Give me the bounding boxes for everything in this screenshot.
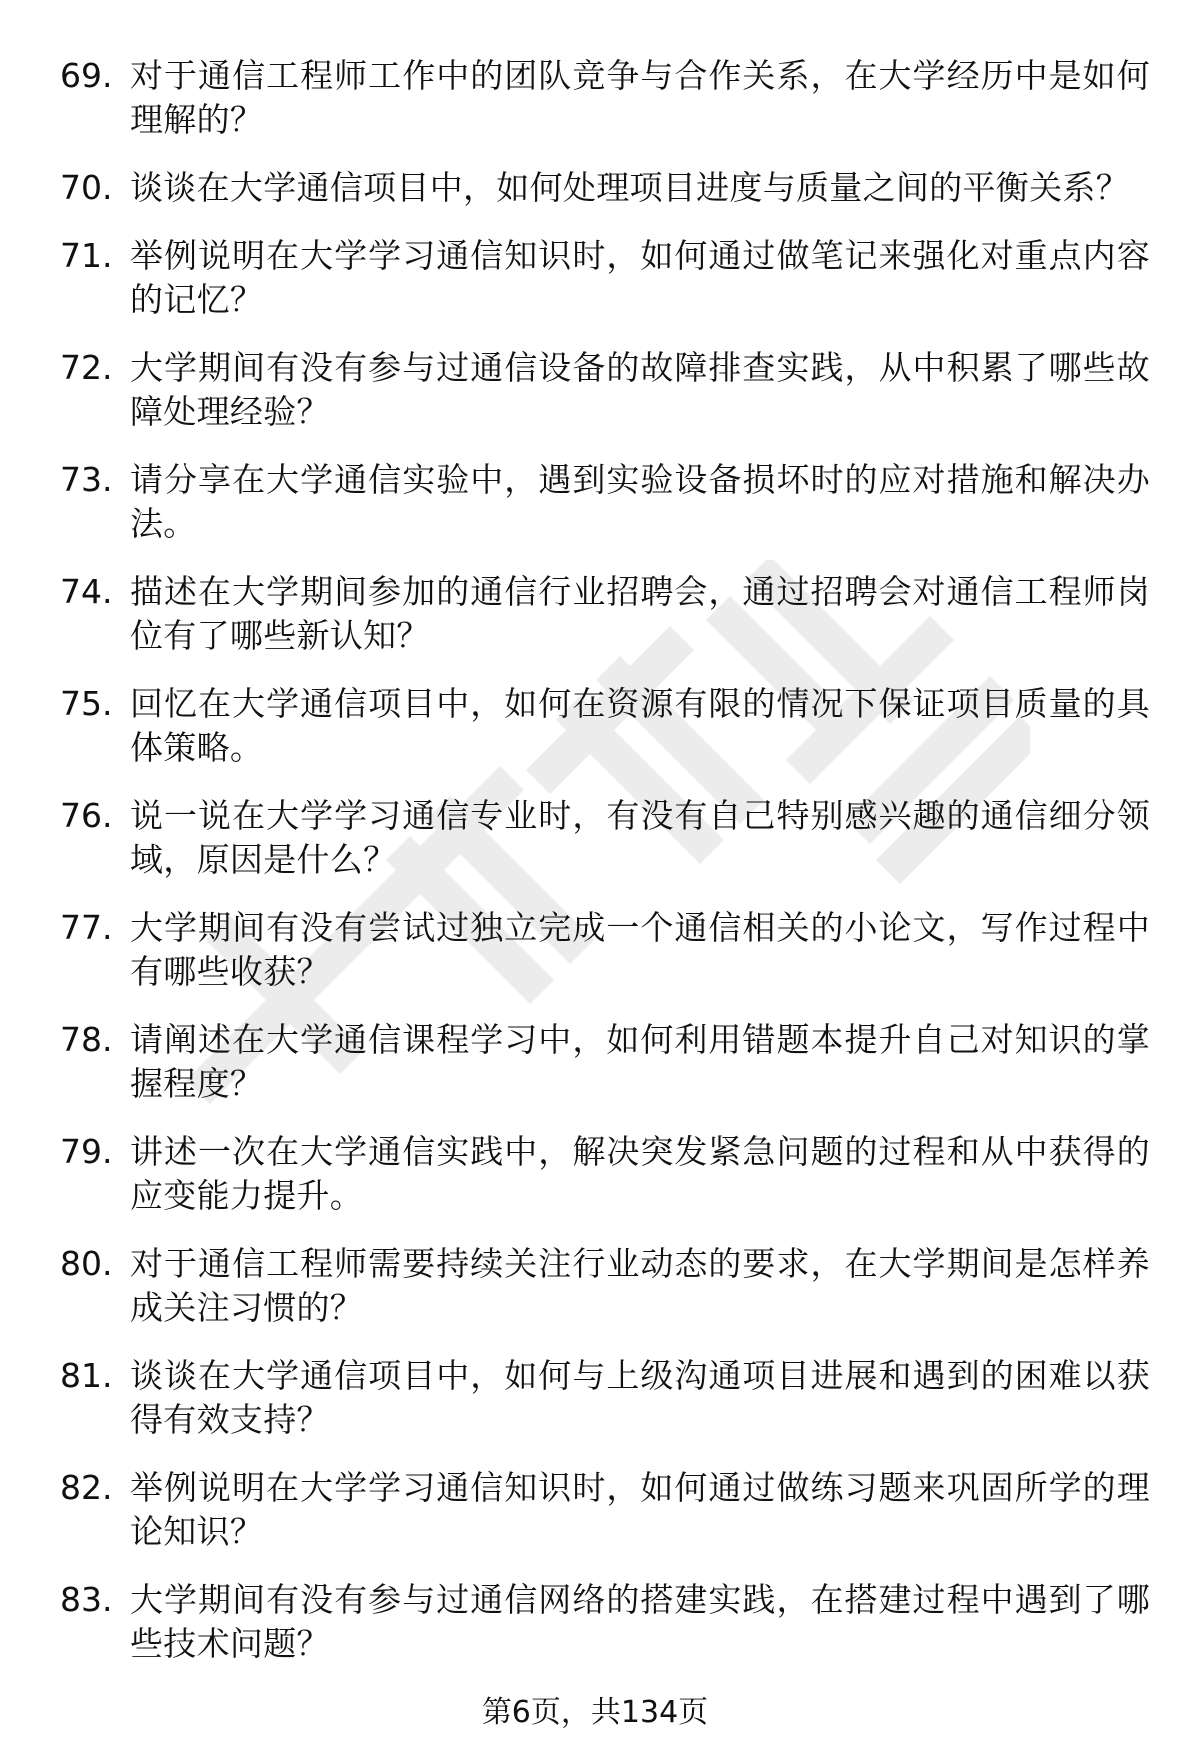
question-item [60,234,1150,322]
question-number: 76. [60,796,113,835]
question-text: 对于通信工程师需要持续关注行业动态的要求，在大学期间是怎样养成关注习惯的？ [130,1244,1150,1327]
question-item [60,1466,1150,1554]
question-item [60,346,1150,434]
question-text: 对于通信工程师工作中的团队竞争与合作关系，在大学经历中是如何理解的？ [130,56,1150,139]
question-item [60,458,1150,546]
question-text: 举例说明在大学学习通信知识时，如何通过做练习题来巩固所学的理论知识？ [130,1468,1150,1551]
question-text: 谈谈在大学通信项目中，如何处理项目进度与质量之间的平衡关系？ [130,168,1129,207]
question-text: 请阐述在大学通信课程学习中，如何利用错题本提升自己对知识的掌握程度？ [130,1020,1150,1103]
question-number: 79. [60,1132,113,1171]
question-text: 大学期间有没有参与过通信设备的故障排查实践，从中积累了哪些故障处理经验？ [130,348,1150,431]
question-item [60,1242,1150,1330]
question-number: 80. [60,1244,113,1283]
question-item [60,1018,1150,1106]
question-text: 请分享在大学通信实验中，遇到实验设备损坏时的应对措施和解决办法。 [130,460,1150,543]
question-number: 81. [60,1356,113,1395]
question-item [60,1130,1150,1218]
question-number: 77. [60,908,113,947]
question-number: 73. [60,460,113,499]
question-text: 谈谈在大学通信项目中，如何与上级沟通项目进展和遇到的困难以获得有效支持？ [130,1356,1150,1439]
question-item [60,166,1150,210]
question-text: 描述在大学期间参加的通信行业招聘会，通过招聘会对通信工程师岗位有了哪些新认知？ [130,572,1150,655]
question-item [60,1578,1150,1666]
question-number: 83. [60,1580,113,1619]
question-number: 70. [60,168,113,207]
question-item [60,54,1150,142]
question-number: 74. [60,572,113,611]
question-text: 大学期间有没有参与过通信网络的搭建实践，在搭建过程中遇到了哪些技术问题？ [130,1580,1150,1663]
question-number: 75. [60,684,113,723]
question-text: 回忆在大学通信项目中，如何在资源有限的情况下保证项目质量的具体策略。 [130,684,1150,767]
question-number: 78. [60,1020,113,1059]
question-number: 72. [60,348,113,387]
question-text: 讲述一次在大学通信实践中，解决突发紧急问题的过程和从中获得的应变能力提升。 [130,1132,1150,1215]
question-item [60,1354,1150,1442]
question-item [60,570,1150,658]
question-item [60,906,1150,994]
question-text: 说一说在大学学习通信专业时，有没有自己特别感兴趣的通信细分领域，原因是什么？ [130,796,1150,879]
question-text: 大学期间有没有尝试过独立完成一个通信相关的小论文，写作过程中有哪些收获？ [130,908,1150,991]
page-footer: 第6页，共134页 [481,1695,709,1730]
question-number: 71. [60,236,113,275]
question-item [60,682,1150,770]
question-number: 82. [60,1468,113,1507]
question-text: 举例说明在大学学习通信知识时，如何通过做笔记来强化对重点内容的记忆？ [130,236,1150,319]
question-number: 69. [60,56,113,95]
question-list [60,54,1150,1690]
question-item [60,794,1150,882]
